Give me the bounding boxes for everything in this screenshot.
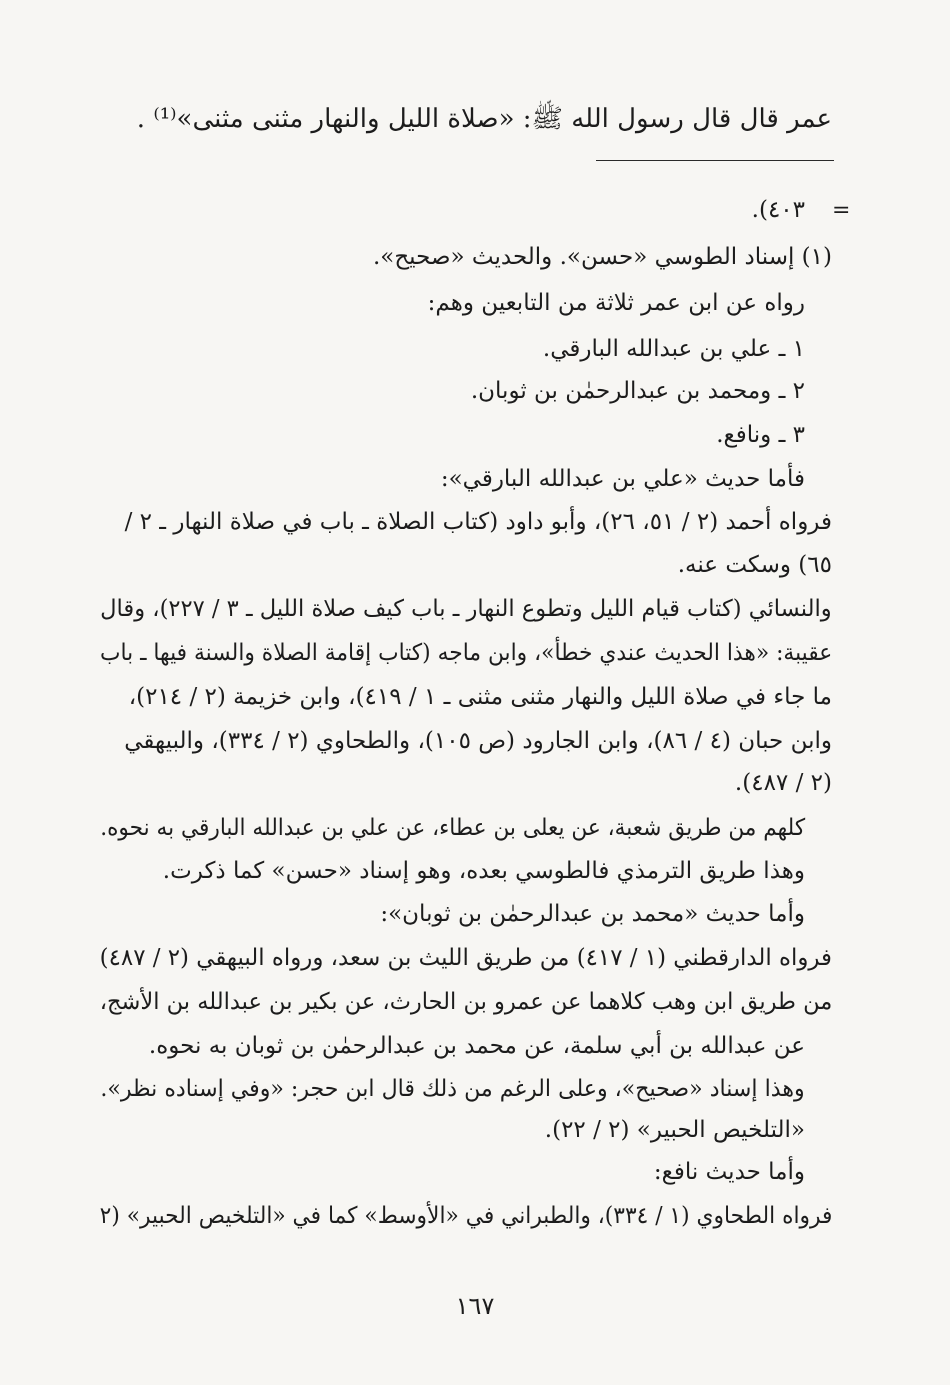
- footnote-line: من طريق ابن وهب كلاهما عن عمرو بن الحارث، عن بكير بن عبدالله بن الأشج،: [99, 989, 832, 1015]
- footnote-line: (١) إسناد الطوسي «حسن». والحديث «صحيح».: [372, 244, 832, 270]
- footnote-separator: [596, 160, 834, 161]
- footnote-line: ٣ ـ ونافع.: [716, 422, 805, 448]
- footnote-line: وهذا طريق الترمذي فالطوسي بعده، وهو إسناد «حسن» كما ذكرت.: [162, 858, 805, 884]
- footnote-line: (٢ / ٤٨٧).: [734, 770, 832, 796]
- footnote-line: ١ ـ علي بن عبدالله البارقي.: [542, 336, 805, 362]
- footnote-line: فرواه الطحاوي (١ / ٣٣٤)، والطبراني في «الأوسط» كما في «التلخيص الحبير» (٢: [99, 1203, 832, 1229]
- footnote-line: وأما حديث نافع:: [653, 1159, 805, 1185]
- footnote-line: كلهم من طريق شعبة، عن يعلى بن عطاء، عن علي بن عبدالله البارقي به نحوه.: [100, 815, 805, 841]
- footnote-line: رواه عن ابن عمر ثلاثة من التابعين وهم:: [427, 290, 805, 316]
- footnote-line: فرواه أحمد (٢ / ٥١، ٢٦)، وأبو داود (كتاب الصلاة ـ باب في صلاة النهار ـ ٢ /: [124, 509, 832, 535]
- footnote-line: ٦٥) وسكت عنه.: [677, 552, 832, 578]
- continuation-mark: =: [832, 198, 851, 223]
- footnote-line: وأما حديث «محمد بن عبدالرحمٰن بن ثوبان»:: [380, 901, 805, 927]
- footnote-line: وابن حبان (٤ / ٨٦)، وابن الجارود (ص ١٠٥)، والطحاوي (٢ / ٣٣٤)، والبيهقي: [124, 728, 832, 754]
- footnote-line: «التلخيص الحبير» (٢ / ٢٢).: [544, 1117, 805, 1143]
- footnote-line: ما جاء في صلاة الليل والنهار مثنى مثنى ـ ١ / ٤١٩)، وابن خزيمة (٢ / ٢١٤)،: [128, 684, 832, 710]
- footnote-line: وهذا إسناد «صحيح»، وعلى الرغم من ذلك قال ابن حجر: «وفي إسناده نظر».: [100, 1076, 805, 1102]
- footnote-line: ٢ ـ ومحمد بن عبدالرحمٰن بن ثوبان.: [470, 378, 805, 404]
- main-text-line: عمر قال قال رسول الله ﷺ: «صلاة الليل والنهار مثنى مثنى»⁽¹⁾ .: [136, 104, 832, 134]
- page-number: ١٦٧: [455, 1292, 495, 1320]
- footnote-line: فأما حديث «علي بن عبدالله البارقي»:: [440, 466, 805, 492]
- continuation-text: ٤٠٣).: [751, 197, 805, 223]
- footnote-line: عقيبة: «هذا الحديث عندي خطأ»، وابن ماجه (كتاب إقامة الصلاة والسنة فيها ـ باب: [99, 640, 832, 666]
- footnote-line: فرواه الدارقطني (١ / ٤١٧) من طريق الليث بن سعد، ورواه البيهقي (٢ / ٤٨٧): [99, 945, 832, 971]
- footnote-line: والنسائي (كتاب قيام الليل وتطوع النهار ـ باب كيف صلاة الليل ـ ٣ / ٢٢٧)، وقال: [100, 596, 833, 622]
- footnote-line: عن عبدالله بن أبي سلمة، عن محمد بن عبدالرحمٰن بن ثوبان به نحوه.: [148, 1033, 805, 1059]
